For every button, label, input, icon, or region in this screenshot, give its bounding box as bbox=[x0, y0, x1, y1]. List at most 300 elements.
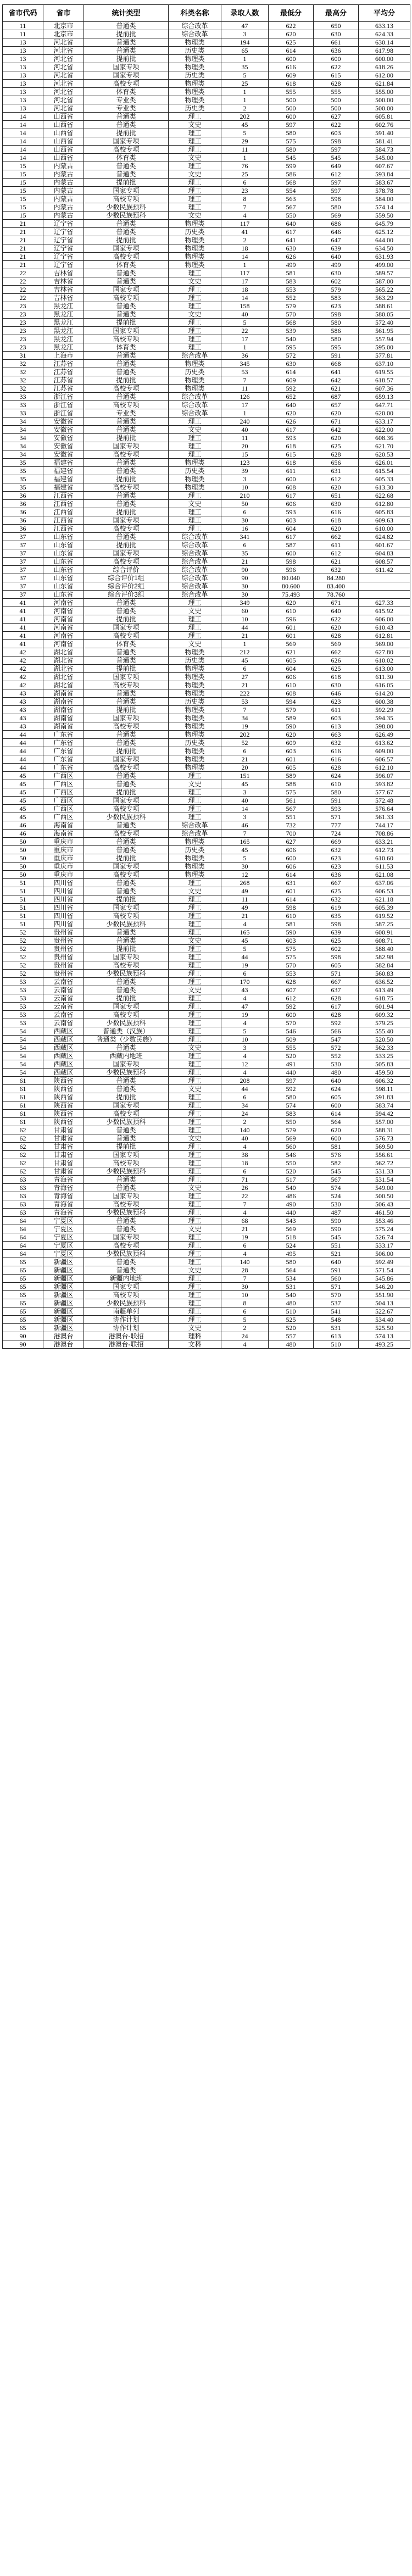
cell-max-score: 521 bbox=[314, 1250, 359, 1258]
cell-min-score: 580 bbox=[269, 1093, 314, 1101]
table-row bbox=[3, 261, 410, 269]
cell-max-score: 603 bbox=[314, 129, 359, 137]
cell-subject: 理工 bbox=[169, 920, 221, 928]
cell-min-score: 597 bbox=[269, 1077, 314, 1085]
cell-province: 吉林省 bbox=[43, 294, 84, 302]
cell-max-score: 647 bbox=[314, 236, 359, 244]
cell-max-score: 646 bbox=[314, 228, 359, 236]
cell-admitted-count: 5 bbox=[221, 854, 269, 863]
cell-avg-score: 565.22 bbox=[359, 286, 410, 294]
cell-stat-type: 国家专项 bbox=[84, 63, 169, 71]
cell-admitted-count: 21 bbox=[221, 681, 269, 689]
cell-province-code: 53 bbox=[3, 1011, 43, 1019]
cell-admitted-count: 7 bbox=[221, 203, 269, 212]
cell-province: 重庆市 bbox=[43, 854, 84, 863]
cell-subject: 文史 bbox=[169, 121, 221, 129]
cell-province-code: 15 bbox=[3, 212, 43, 220]
cell-stat-type: 提前批 bbox=[84, 319, 169, 327]
cell-province-code: 33 bbox=[3, 401, 43, 409]
cell-max-score: 500 bbox=[314, 104, 359, 113]
cell-admitted-count: 35 bbox=[221, 63, 269, 71]
cell-admitted-count: 11 bbox=[221, 895, 269, 904]
cell-province: 吉林省 bbox=[43, 277, 84, 286]
cell-min-score: 600 bbox=[269, 113, 314, 121]
cell-stat-type: 普通类（汉族） bbox=[84, 1027, 169, 1036]
cell-province: 安徽省 bbox=[43, 418, 84, 426]
cell-province: 辽宁省 bbox=[43, 220, 84, 228]
cell-province: 黑龙江 bbox=[43, 327, 84, 335]
header-province-code: 省市代码 bbox=[3, 5, 43, 22]
cell-max-score: 531 bbox=[314, 1324, 359, 1332]
table-row bbox=[3, 508, 410, 516]
cell-max-score: 598 bbox=[314, 137, 359, 146]
cell-admitted-count: 4 bbox=[221, 1340, 269, 1349]
cell-province-code: 36 bbox=[3, 492, 43, 500]
cell-subject: 物理类 bbox=[169, 681, 221, 689]
cell-max-score: 620 bbox=[314, 1126, 359, 1134]
cell-min-score: 564 bbox=[269, 1266, 314, 1275]
cell-admitted-count: 38 bbox=[221, 1151, 269, 1159]
cell-stat-type: 普通类 bbox=[84, 780, 169, 788]
cell-stat-type: 普通类 bbox=[84, 1044, 169, 1052]
table-row bbox=[3, 203, 410, 212]
cell-province-code: 63 bbox=[3, 1200, 43, 1209]
cell-province: 云南省 bbox=[43, 978, 84, 986]
table-row bbox=[3, 1225, 410, 1233]
cell-province-code: 32 bbox=[3, 385, 43, 393]
cell-avg-score: 562.33 bbox=[359, 1044, 410, 1052]
cell-avg-score: 526.74 bbox=[359, 1233, 410, 1242]
cell-min-score: 587 bbox=[269, 541, 314, 549]
cell-admitted-count: 45 bbox=[221, 937, 269, 945]
table-row bbox=[3, 830, 410, 838]
table-row bbox=[3, 376, 410, 385]
cell-min-score: 491 bbox=[269, 1060, 314, 1069]
table-row bbox=[3, 533, 410, 541]
cell-subject: 物理类 bbox=[169, 38, 221, 47]
cell-avg-score: 606.57 bbox=[359, 755, 410, 764]
cell-admitted-count: 6 bbox=[221, 970, 269, 978]
cell-admitted-count: 39 bbox=[221, 467, 269, 475]
cell-subject: 综合改革 bbox=[169, 549, 221, 558]
cell-max-score: 613 bbox=[314, 722, 359, 731]
cell-admitted-count: 65 bbox=[221, 47, 269, 55]
cell-province: 河北省 bbox=[43, 47, 84, 55]
cell-max-score: 586 bbox=[314, 327, 359, 335]
cell-province: 甘肃省 bbox=[43, 1167, 84, 1176]
cell-avg-score: 549.00 bbox=[359, 1184, 410, 1192]
cell-stat-type: 新疆内地班 bbox=[84, 1275, 169, 1283]
cell-max-score: 640 bbox=[314, 1258, 359, 1266]
cell-max-score: 662 bbox=[314, 533, 359, 541]
cell-avg-score: 615.54 bbox=[359, 467, 410, 475]
cell-max-score: 628 bbox=[314, 994, 359, 1003]
cell-min-score: 609 bbox=[269, 71, 314, 80]
cell-province-code: 61 bbox=[3, 1077, 43, 1085]
table-row bbox=[3, 1217, 410, 1225]
cell-stat-type: 提前批 bbox=[84, 376, 169, 385]
cell-min-score: 604 bbox=[269, 665, 314, 673]
cell-province-code: 43 bbox=[3, 706, 43, 714]
cell-max-score: 686 bbox=[314, 220, 359, 228]
table-row bbox=[3, 1209, 410, 1217]
cell-min-score: 553 bbox=[269, 970, 314, 978]
cell-province-code: 36 bbox=[3, 525, 43, 533]
cell-province-code: 64 bbox=[3, 1242, 43, 1250]
cell-stat-type: 普通类 bbox=[84, 1126, 169, 1134]
cell-max-score: 620 bbox=[314, 483, 359, 492]
cell-admitted-count: 5 bbox=[221, 129, 269, 137]
cell-max-score: 632 bbox=[314, 739, 359, 747]
cell-avg-score: 604.83 bbox=[359, 549, 410, 558]
cell-admitted-count: 6 bbox=[221, 1308, 269, 1316]
cell-province: 山东省 bbox=[43, 591, 84, 599]
cell-stat-type: 国家专项 bbox=[84, 755, 169, 764]
cell-subject: 理工 bbox=[169, 319, 221, 327]
cell-province-code: 14 bbox=[3, 121, 43, 129]
table-row bbox=[3, 1085, 410, 1093]
cell-province: 新疆区 bbox=[43, 1316, 84, 1324]
cell-subject: 文史 bbox=[169, 1044, 221, 1052]
cell-province-code: 41 bbox=[3, 624, 43, 632]
cell-stat-type: 普通类 bbox=[84, 821, 169, 830]
cell-province-code: 64 bbox=[3, 1217, 43, 1225]
table-row bbox=[3, 920, 410, 928]
cell-max-score: 646 bbox=[314, 689, 359, 698]
cell-subject: 物理类 bbox=[169, 747, 221, 755]
cell-admitted-count: 25 bbox=[221, 170, 269, 179]
cell-province: 河北省 bbox=[43, 80, 84, 88]
table-row bbox=[3, 961, 410, 970]
cell-admitted-count: 10 bbox=[221, 483, 269, 492]
cell-min-score: 596 bbox=[269, 566, 314, 574]
cell-province-code: 14 bbox=[3, 154, 43, 162]
cell-admitted-count: 6 bbox=[221, 1242, 269, 1250]
cell-subject: 物理类 bbox=[169, 236, 221, 244]
cell-max-score: 632 bbox=[314, 566, 359, 574]
cell-admitted-count: 28 bbox=[221, 1266, 269, 1275]
cell-avg-score: 583.67 bbox=[359, 179, 410, 187]
cell-avg-score: 659.13 bbox=[359, 393, 410, 401]
cell-province-code: 22 bbox=[3, 277, 43, 286]
table-row bbox=[3, 648, 410, 656]
cell-min-score: 579 bbox=[269, 1126, 314, 1134]
cell-avg-score: 569.00 bbox=[359, 640, 410, 648]
cell-admitted-count: 5 bbox=[221, 945, 269, 953]
cell-max-score: 642 bbox=[314, 376, 359, 385]
cell-stat-type: 普通类 bbox=[84, 739, 169, 747]
cell-province: 江西省 bbox=[43, 508, 84, 516]
cell-max-score: 663 bbox=[314, 731, 359, 739]
cell-province: 西藏区 bbox=[43, 1060, 84, 1069]
cell-avg-score: 584.00 bbox=[359, 195, 410, 203]
cell-min-score: 551 bbox=[269, 813, 314, 821]
cell-avg-score: 605.33 bbox=[359, 475, 410, 483]
cell-max-score: 620 bbox=[314, 624, 359, 632]
cell-province-code: 53 bbox=[3, 986, 43, 994]
cell-min-score: 630 bbox=[269, 244, 314, 253]
cell-avg-score: 627.33 bbox=[359, 599, 410, 607]
cell-province: 吉林省 bbox=[43, 286, 84, 294]
table-row bbox=[3, 1036, 410, 1044]
cell-province: 安徽省 bbox=[43, 426, 84, 434]
cell-province-code: 54 bbox=[3, 1044, 43, 1052]
cell-province: 甘肃省 bbox=[43, 1134, 84, 1143]
cell-province-code: 51 bbox=[3, 887, 43, 895]
cell-max-score: 613 bbox=[314, 1332, 359, 1340]
table-row bbox=[3, 846, 410, 854]
cell-stat-type: 高校专项 bbox=[84, 871, 169, 879]
cell-subject: 理工 bbox=[169, 912, 221, 920]
cell-min-score: 652 bbox=[269, 393, 314, 401]
cell-subject: 理工 bbox=[169, 418, 221, 426]
cell-avg-score: 647.71 bbox=[359, 401, 410, 409]
cell-province-code: 33 bbox=[3, 409, 43, 418]
cell-province: 河北省 bbox=[43, 88, 84, 96]
cell-stat-type: 高校专项 bbox=[84, 1291, 169, 1299]
cell-subject: 综合改革 bbox=[169, 558, 221, 566]
cell-province-code: 14 bbox=[3, 137, 43, 146]
cell-province: 西藏区 bbox=[43, 1027, 84, 1036]
cell-province: 广西区 bbox=[43, 813, 84, 821]
table-row bbox=[3, 764, 410, 772]
cell-subject: 理工 bbox=[169, 928, 221, 937]
cell-stat-type: 国家专项 bbox=[84, 953, 169, 961]
cell-stat-type: 普通类 bbox=[84, 352, 169, 360]
cell-province-code: 65 bbox=[3, 1316, 43, 1324]
cell-province: 贵州省 bbox=[43, 961, 84, 970]
cell-province-code: 31 bbox=[3, 352, 43, 360]
cell-avg-score: 588.40 bbox=[359, 945, 410, 953]
cell-min-score: 603 bbox=[269, 937, 314, 945]
cell-stat-type: 普通类 bbox=[84, 269, 169, 277]
cell-avg-score: 592.49 bbox=[359, 1258, 410, 1266]
cell-subject: 理工 bbox=[169, 1176, 221, 1184]
cell-avg-score: 500.00 bbox=[359, 96, 410, 104]
cell-stat-type: 普通类 bbox=[84, 418, 169, 426]
cell-min-score: 628 bbox=[269, 978, 314, 986]
table-row bbox=[3, 904, 410, 912]
cell-max-score: 560 bbox=[314, 1275, 359, 1283]
cell-min-score: 80.600 bbox=[269, 582, 314, 591]
cell-stat-type: 高校专项 bbox=[84, 294, 169, 302]
cell-province-code: 23 bbox=[3, 327, 43, 335]
table-row bbox=[3, 343, 410, 352]
cell-province: 吉林省 bbox=[43, 269, 84, 277]
cell-min-score: 520 bbox=[269, 1052, 314, 1060]
cell-avg-score: 594.42 bbox=[359, 1110, 410, 1118]
cell-subject: 理工 bbox=[169, 1291, 221, 1299]
cell-stat-type: 高校专项 bbox=[84, 80, 169, 88]
cell-province: 新疆区 bbox=[43, 1291, 84, 1299]
table-header-row bbox=[3, 5, 410, 22]
cell-province: 陕西省 bbox=[43, 1085, 84, 1093]
cell-admitted-count: 5 bbox=[221, 319, 269, 327]
cell-admitted-count: 44 bbox=[221, 953, 269, 961]
table-row bbox=[3, 1027, 410, 1036]
cell-subject: 历史类 bbox=[169, 47, 221, 55]
cell-max-score: 625 bbox=[314, 665, 359, 673]
cell-max-score: 777 bbox=[314, 821, 359, 830]
cell-avg-score: 605.83 bbox=[359, 508, 410, 516]
cell-province: 贵州省 bbox=[43, 953, 84, 961]
cell-min-score: 583 bbox=[269, 1110, 314, 1118]
cell-subject: 理工 bbox=[169, 1258, 221, 1266]
cell-stat-type: 高校专项 bbox=[84, 805, 169, 813]
cell-max-score: 545 bbox=[314, 1167, 359, 1176]
cell-subject: 理工 bbox=[169, 797, 221, 805]
cell-province-code: 52 bbox=[3, 953, 43, 961]
table-row bbox=[3, 467, 410, 475]
cell-min-score: 603 bbox=[269, 516, 314, 525]
cell-admitted-count: 68 bbox=[221, 1217, 269, 1225]
cell-province-code: 65 bbox=[3, 1266, 43, 1275]
cell-avg-score: 620.53 bbox=[359, 450, 410, 459]
cell-subject: 理工 bbox=[169, 450, 221, 459]
cell-subject: 综合改革 bbox=[169, 533, 221, 541]
cell-subject: 理工 bbox=[169, 1209, 221, 1217]
cell-subject: 综合改革 bbox=[169, 591, 221, 599]
cell-province-code: 44 bbox=[3, 764, 43, 772]
table-row bbox=[3, 1077, 410, 1085]
table-row bbox=[3, 953, 410, 961]
cell-admitted-count: 49 bbox=[221, 904, 269, 912]
cell-min-score: 601 bbox=[269, 755, 314, 764]
cell-admitted-count: 34 bbox=[221, 1101, 269, 1110]
cell-stat-type: 普通类 bbox=[84, 772, 169, 780]
cell-max-score: 630 bbox=[314, 30, 359, 38]
cell-stat-type: 普通类 bbox=[84, 607, 169, 615]
cell-province-code: 45 bbox=[3, 797, 43, 805]
cell-subject: 物理类 bbox=[169, 63, 221, 71]
cell-province: 云南省 bbox=[43, 994, 84, 1003]
cell-province-code: 44 bbox=[3, 755, 43, 764]
cell-province-code: 43 bbox=[3, 714, 43, 722]
cell-stat-type: 高校专项 bbox=[84, 1011, 169, 1019]
cell-avg-score: 626.49 bbox=[359, 731, 410, 739]
cell-subject: 理工 bbox=[169, 327, 221, 335]
cell-min-score: 572 bbox=[269, 352, 314, 360]
cell-subject: 理工 bbox=[169, 1069, 221, 1077]
cell-min-score: 641 bbox=[269, 236, 314, 244]
table-row bbox=[3, 302, 410, 310]
cell-province: 黑龙江 bbox=[43, 310, 84, 319]
cell-subject: 物理类 bbox=[169, 96, 221, 104]
cell-subject: 理工 bbox=[169, 129, 221, 137]
cell-admitted-count: 268 bbox=[221, 879, 269, 887]
cell-subject: 物理类 bbox=[169, 673, 221, 681]
cell-avg-score: 744.17 bbox=[359, 821, 410, 830]
cell-stat-type: 提前批 bbox=[84, 854, 169, 863]
cell-admitted-count: 49 bbox=[221, 887, 269, 895]
cell-subject: 文史 bbox=[169, 1184, 221, 1192]
cell-max-score: 625 bbox=[314, 887, 359, 895]
cell-province: 新疆区 bbox=[43, 1266, 84, 1275]
cell-min-score: 626 bbox=[269, 418, 314, 426]
table-row bbox=[3, 681, 410, 689]
cell-subject: 文史 bbox=[169, 1324, 221, 1332]
cell-avg-score: 461.50 bbox=[359, 1209, 410, 1217]
cell-stat-type: 高校专项 bbox=[84, 1242, 169, 1250]
cell-subject: 理工 bbox=[169, 1019, 221, 1027]
cell-max-score: 669 bbox=[314, 838, 359, 846]
cell-subject: 物理类 bbox=[169, 665, 221, 673]
table-row bbox=[3, 88, 410, 96]
table-row bbox=[3, 71, 410, 80]
table-row bbox=[3, 1275, 410, 1283]
cell-admitted-count: 36 bbox=[221, 352, 269, 360]
table-row bbox=[3, 632, 410, 640]
cell-max-score: 656 bbox=[314, 459, 359, 467]
cell-max-score: 628 bbox=[314, 632, 359, 640]
cell-avg-score: 500.50 bbox=[359, 1192, 410, 1200]
cell-min-score: 614 bbox=[269, 47, 314, 55]
cell-stat-type: 国家专项 bbox=[84, 71, 169, 80]
cell-subject: 物理类 bbox=[169, 755, 221, 764]
cell-avg-score: 493.25 bbox=[359, 1340, 410, 1349]
cell-avg-score: 546.20 bbox=[359, 1283, 410, 1291]
cell-min-score: 617 bbox=[269, 426, 314, 434]
cell-max-score: 667 bbox=[314, 978, 359, 986]
cell-avg-score: 611.30 bbox=[359, 673, 410, 681]
cell-province-code: 64 bbox=[3, 1233, 43, 1242]
cell-subject: 理工 bbox=[169, 599, 221, 607]
cell-subject: 综合改革 bbox=[169, 821, 221, 830]
cell-min-score: 500 bbox=[269, 104, 314, 113]
cell-avg-score: 499.00 bbox=[359, 261, 410, 269]
cell-admitted-count: 6 bbox=[221, 541, 269, 549]
cell-admitted-count: 17 bbox=[221, 401, 269, 409]
cell-max-score: 530 bbox=[314, 1200, 359, 1209]
cell-stat-type: 少数民族预科 bbox=[84, 1069, 169, 1077]
cell-admitted-count: 18 bbox=[221, 244, 269, 253]
cell-province-code: 53 bbox=[3, 994, 43, 1003]
cell-min-score: 596 bbox=[269, 615, 314, 624]
cell-min-score: 622 bbox=[269, 22, 314, 30]
cell-subject: 理工 bbox=[169, 788, 221, 797]
cell-avg-score: 614.20 bbox=[359, 689, 410, 698]
cell-admitted-count: 14 bbox=[221, 805, 269, 813]
cell-admitted-count: 6 bbox=[221, 665, 269, 673]
cell-avg-score: 545.86 bbox=[359, 1275, 410, 1283]
table-row bbox=[3, 566, 410, 574]
cell-province: 山西省 bbox=[43, 146, 84, 154]
cell-avg-score: 533.17 bbox=[359, 1242, 410, 1250]
cell-subject: 理工 bbox=[169, 805, 221, 813]
table-row bbox=[3, 162, 410, 170]
cell-province-code: 45 bbox=[3, 813, 43, 821]
table-row bbox=[3, 1019, 410, 1027]
cell-max-score: 581 bbox=[314, 1143, 359, 1151]
table-row bbox=[3, 1167, 410, 1176]
cell-min-score: 440 bbox=[269, 1069, 314, 1077]
cell-stat-type: 普通类 bbox=[84, 1266, 169, 1275]
cell-min-score: 607 bbox=[269, 986, 314, 994]
cell-min-score: 617 bbox=[269, 492, 314, 500]
cell-stat-type: 少数民族预科 bbox=[84, 1118, 169, 1126]
cell-avg-score: 612.10 bbox=[359, 764, 410, 772]
cell-max-score: 598 bbox=[314, 920, 359, 928]
cell-avg-score: 505.83 bbox=[359, 1060, 410, 1069]
cell-subject: 理工 bbox=[169, 1003, 221, 1011]
cell-province-code: 41 bbox=[3, 632, 43, 640]
cell-province-code: 14 bbox=[3, 129, 43, 137]
table-row bbox=[3, 228, 410, 236]
cell-admitted-count: 6 bbox=[221, 1093, 269, 1101]
cell-province: 云南省 bbox=[43, 1011, 84, 1019]
cell-province-code: 41 bbox=[3, 615, 43, 624]
cell-subject: 历史类 bbox=[169, 368, 221, 376]
